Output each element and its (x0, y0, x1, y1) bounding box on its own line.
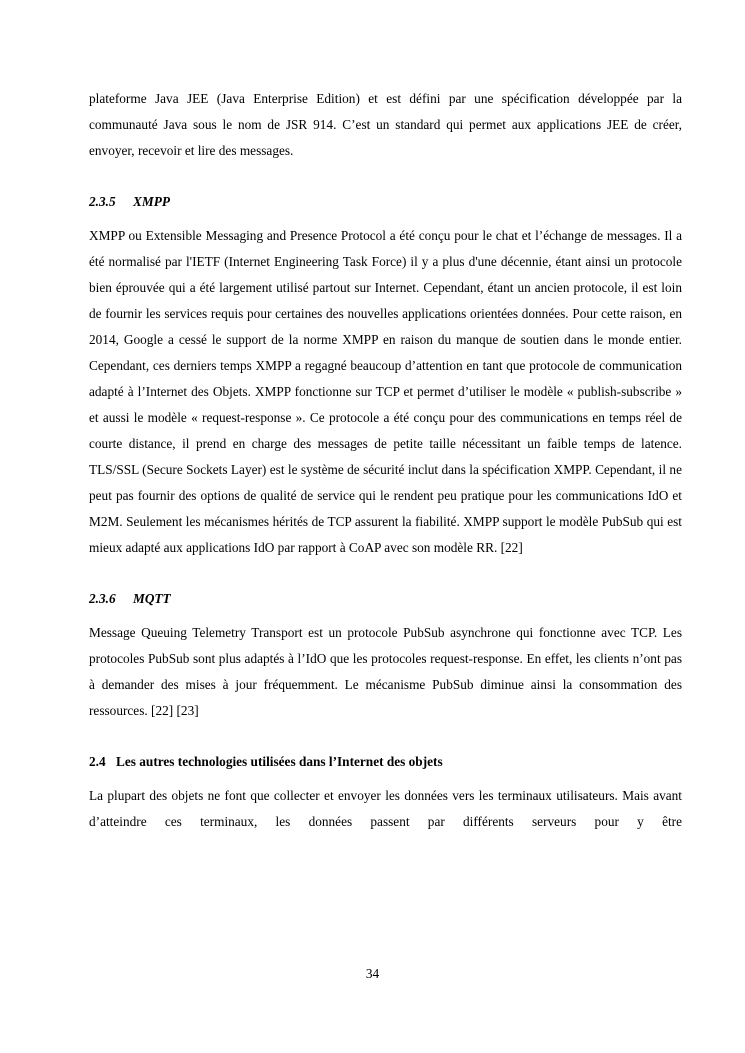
spacer (89, 724, 682, 749)
other-technologies-paragraph: La plupart des objets ne font que collecter et envoyer les données vers les terminaux utilisateurs. Mais avant d’atteindre ces terminaux, les données passent par différents serveurs pour y être (89, 788, 682, 829)
heading-mqtt (89, 586, 682, 612)
page-number: 34 (365, 966, 380, 981)
spacer (89, 561, 682, 586)
heading-other-number: 2.4 (89, 754, 106, 769)
heading-xmpp-number: 2.3.5 (89, 194, 116, 209)
intro-paragraph: plateforme Java JEE (Java Enterprise Edition) et est défini par une spécification développée par la communauté Java sous le nom de JSR 914. C’est un standard qui permet aux applications JEE de créer, envoyer, recevoir et lire des messages. (89, 91, 682, 158)
xmpp-paragraph: XMPP ou Extensible Messaging and Presence Protocol a été conçu pour le chat et l’échange de messages. Il a été normalisé par l'IETF (Internet Engineering Task Force) il y a plus d'une décennie, étant ainsi un protocole bien éprouvée qui a été largement utilisé partout sur Internet. Cependant, étant un ancien protocole, il est loin de fournir les services requis pour certaines des nouvelles applications orientées données. Pour cette raison, en 2014, Google a cessé le support de la norme XMPP en raison du manque de soutien dans le monde entier. Cependant, ces derniers temps XMPP a regagné beaucoup d’attention en tant que protocole de communication adapté à l’Internet des Objets. XMPP fonctionne sur TCP et permet d’utiliser le modèle « publish-subscribe » et aussi le modèle « request-response ». Ce protocole a été conçu pour des communications en temps réel de courte distance, il prend en charge des messages de petite taille nécessitant un faible temps de latence. TLS/SSL (Secure Sockets Layer) est le système de sécurité inclut dans la spécification XMPP. Cependant, il ne peut pas fournir des options de qualité de service qui le rendent peu pratique pour les communications IdO et M2M. Seulement les mécanismes hérités de TCP assurent la fiabilité. XMPP support le modèle PubSub qui est mieux adapté aux applications IdO par rapport à CoAP avec son modèle RR. [22] (89, 228, 682, 555)
heading-other-title: Les autres technologies utilisées dans l’Internet des objets (116, 754, 443, 769)
spacer (89, 164, 682, 189)
heading-mqtt-number: 2.3.6 (89, 591, 116, 606)
spacer (89, 612, 682, 620)
heading-xmpp-title: XMPP (133, 194, 170, 209)
heading-xmpp (89, 189, 682, 215)
heading-mqtt-title: MQTT (133, 591, 171, 606)
mqtt-paragraph: Message Queuing Telemetry Transport est un protocole PubSub asynchrone qui fonctionne avec TCP. Les protocoles PubSub sont plus adaptés à l’IdO que les protocoles request-response. En effet, les clients n’ont pas à demander des mises à jour fréquemment. Le mécanisme PubSub diminue ainsi la consommation des ressources. [22] [23] (89, 625, 682, 718)
heading-other-technologies (89, 749, 682, 775)
spacer (89, 775, 682, 783)
spacer (89, 215, 682, 223)
page-body (89, 86, 682, 835)
